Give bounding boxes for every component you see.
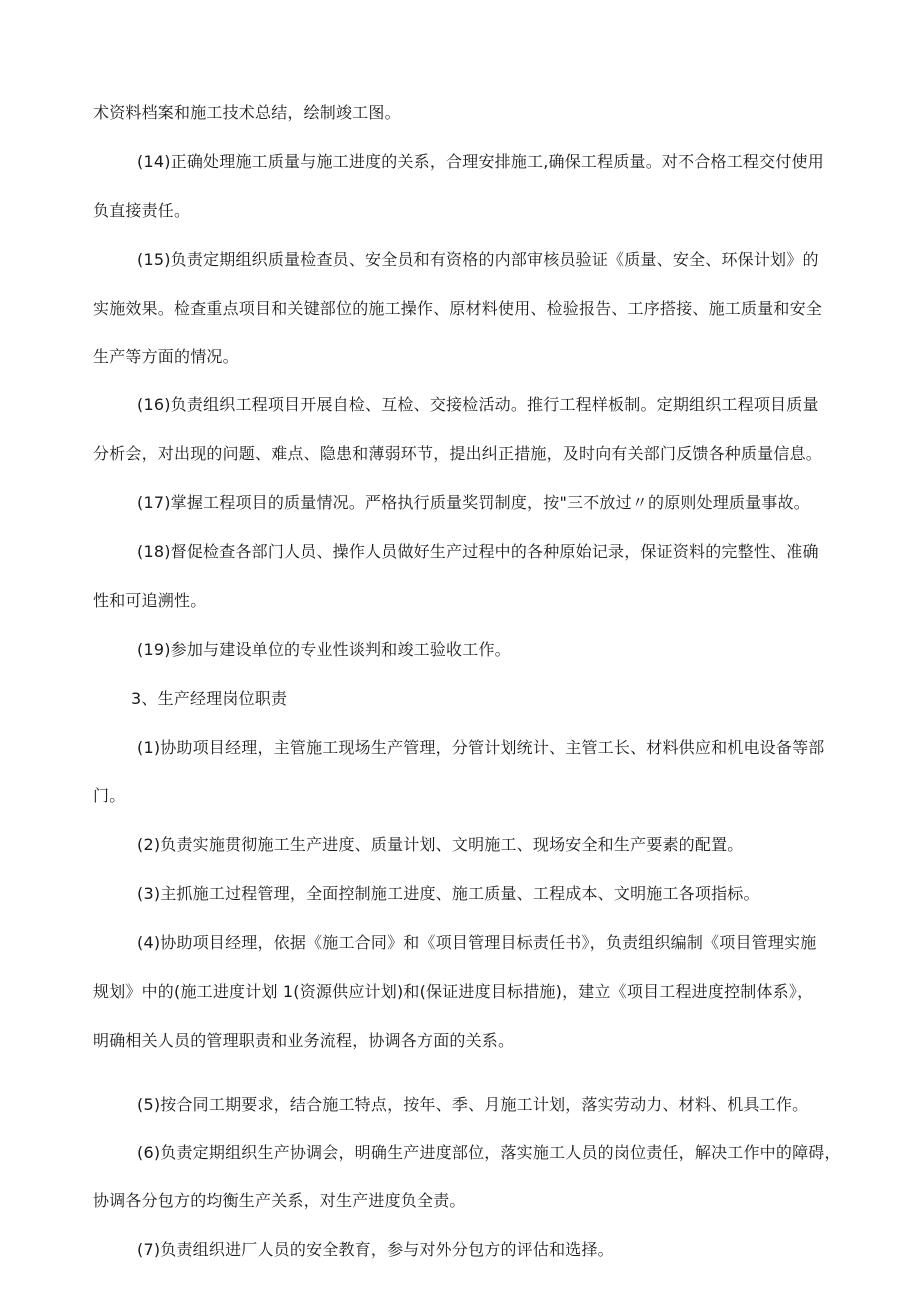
text-line: (5)按合同工期要求，结合施工特点，按年、季、月施工计划，落实劳动力、材料、机具工作。: [137, 1095, 809, 1114]
text-line: 术资料档案和施工技术总结，绘制竣工图。: [93, 103, 401, 122]
text-line: (4)协助项目经理，依据《施工合同》和《项目管理目标责任书》，负责组织编制《项目管理实施: [137, 933, 817, 952]
text-line: (7)负责组织进厂人员的安全教育，参与对外分包方的评估和选择。: [137, 1240, 614, 1259]
text-line: (19)参加与建设单位的专业性谈判和竣工验收工作。: [137, 640, 511, 659]
section-heading: 3、生产经理岗位职责: [131, 689, 288, 708]
text-line: 分析会，对出现的问题、难点、隐患和薄弱环节，提出纠正措施，及时向有关部门反馈各种质量信息。: [93, 444, 823, 463]
text-line: (15)负责定期组织质量检查员、安全员和有资格的内部审核员验证《质量、安全、环保计划》的: [137, 250, 819, 269]
text-line: 明确相关人员的管理职责和业务流程，协调各方面的关系。: [93, 1031, 515, 1050]
text-line: (3)主抓施工过程管理，全面控制施工进度、施工质量、工程成本、文明施工各项指标。: [137, 884, 760, 903]
text-line: 门。: [93, 786, 126, 805]
text-line: 规划》中的(施工进度计划 1(资源供应计划)和(保证进度目标措施)，建立《项目工程进度控制体系》，: [93, 982, 814, 1001]
text-line: 负直接责任。: [93, 201, 191, 220]
text-line: (2)负责实施贯彻施工生产进度、质量计划、文明施工、现场安全和生产要素的配置。: [137, 835, 744, 854]
text-line: (1)协助项目经理，主管施工现场生产管理，分管计划统计、主管工长、材料供应和机电设备等部: [137, 738, 825, 757]
text-line: 性和可追溯性。: [93, 591, 207, 610]
text-line: (18)督促检查各部门人员、操作人员做好生产过程中的各种原始记录，保证资料的完整性、准确: [137, 542, 819, 561]
text-line: 实施效果。检查重点项目和关键部位的施工操作、原材料使用、检验报告、工序搭接、施工质量和安全: [93, 299, 823, 318]
text-line: (6)负责定期组织生产协调会，明确生产进度部位，落实施工人员的岗位责任，解决工作中的障碍，: [137, 1143, 841, 1162]
text-line: (16)负责组织工程项目开展自检、互检、交接检活动。推行工程样板制。定期组织工程项目质量: [137, 395, 819, 414]
text-line: 生产等方面的情况。: [93, 347, 239, 366]
text-line: (14)正确处理施工质量与施工进度的关系，合理安排施工,确保工程质量。对不合格工程交付使用: [137, 152, 824, 171]
text-line: 协调各分包方的均衡生产关系，对生产进度负全责。: [93, 1191, 466, 1210]
text-line: (17)掌握工程项目的质量情况。严格执行质量奖罚制度，按"三不放过〃的原则处理质量事故。: [137, 493, 811, 512]
